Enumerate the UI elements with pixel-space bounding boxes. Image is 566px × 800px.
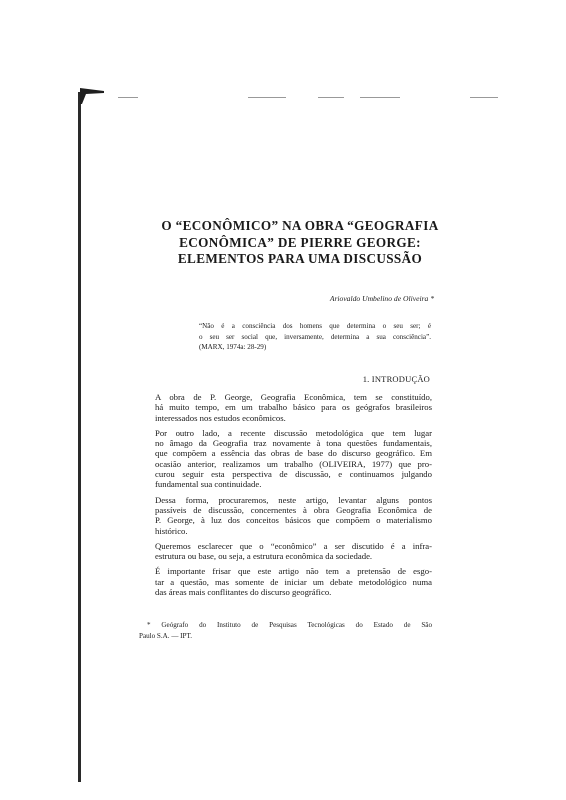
text-line: Dessa forma, procuraremos, neste artigo, levantar alguns pontos: [155, 494, 432, 505]
text-line: interessados nos estudos econômicos.: [155, 412, 286, 423]
text-line: tar a questão, mas somente de iniciar um debate metodológico numa: [155, 576, 432, 587]
text-line: histórico.: [155, 525, 188, 536]
scan-dash: [118, 97, 138, 98]
footnote-line: Paulo S.A. — IPT.: [139, 631, 193, 640]
text-line: passíveis de discussão, concernentes à obra Geografia Econômica de: [155, 504, 432, 515]
text-line: que compõem a essência das obras de base do discurso geográfico. Em: [155, 448, 432, 459]
text-line: É importante frisar que este artigo não tem a pretensão de esgo-: [155, 566, 432, 577]
paragraph: [139, 566, 432, 597]
text-line: há muito tempo, em um trabalho básico para os geógrafos brasileiros: [155, 402, 432, 413]
text-line: P. George, à luz dos conceitos básicos que compõem o materialismo: [155, 515, 432, 526]
text-line: Por outro lado, a recente discussão metodológica que tem lugar: [155, 427, 432, 438]
section-heading: 1. INTRODUÇÃO: [362, 374, 430, 384]
body-text: [139, 392, 432, 602]
title-line: ECONÔMICA” DE PIERRE GEORGE:: [179, 234, 421, 250]
scan-dash: [318, 97, 344, 98]
text-line: no âmago da Geografia traz novamente à tona questões fundamentais,: [155, 438, 432, 449]
paragraph: [139, 392, 432, 423]
title-line: ELEMENTOS PARA UMA DISCUSSÃO: [177, 251, 423, 266]
epigraph-reference: (MARX, 1974a: 28-29): [199, 343, 267, 352]
scan-dash: [360, 97, 400, 98]
page-binding-mark: [78, 92, 81, 782]
text-line: curou seguir esta perspectiva de discussão, e continuamos julgando: [155, 469, 432, 480]
title-line: O “ECONÔMICO” NA OBRA “GEOGRAFIA: [161, 218, 439, 233]
text-line: Queremos esclarecer que o “econômico” a ser discutido é a infra-: [155, 540, 432, 551]
text-line: fundamental sua continuidade.: [155, 479, 262, 490]
epigraph-line: “Não é a consciência dos homens que determina o seu ser; é: [199, 322, 431, 330]
author-name: Ariovaldo Umbelino de Oliveira *: [329, 294, 434, 303]
epigraph-quote: [199, 321, 431, 353]
scan-dash: [470, 97, 498, 98]
scan-dash: [248, 97, 286, 98]
article-title: [150, 218, 450, 268]
text-line: A obra de P. George, Geografia Econômica, tem se constituído,: [155, 392, 432, 402]
footnote: [139, 620, 432, 642]
epigraph-line: o seu ser social que, inversamente, determina a sua consciência”.: [199, 332, 431, 341]
text-line: estrutura ou base, ou seja, a estrutura econômica da sociedade.: [155, 551, 373, 562]
text-line: ocasião anterior, realizamos um trabalho (OLIVEIRA, 1977) que pro-: [155, 458, 432, 469]
corner-tab-mark: [80, 88, 104, 104]
text-line: das áreas mais conflitantes do discurso geográfico.: [155, 587, 332, 598]
paragraph: [139, 428, 432, 490]
footnote-line: * Geógrafo do Instituto de Pesquisas Tecnológicas do Estado de São: [147, 621, 432, 629]
paragraph: [139, 541, 432, 562]
paragraph: [139, 495, 432, 536]
